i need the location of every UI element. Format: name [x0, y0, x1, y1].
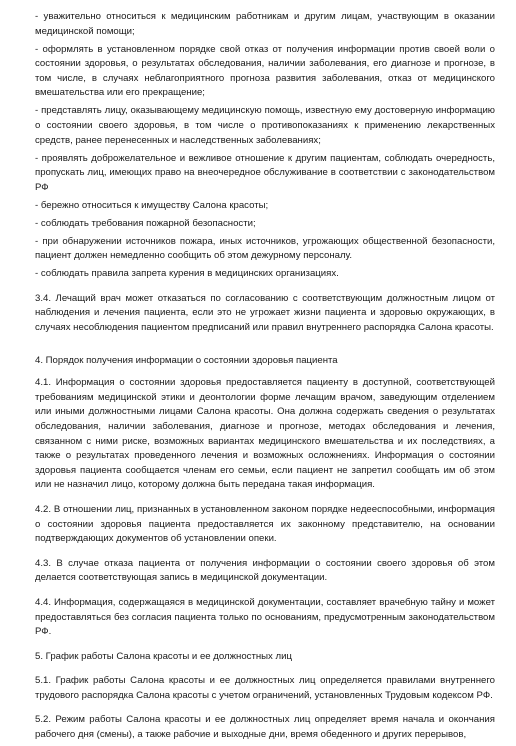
section-heading-4: 4. Порядок получения информации о состоянии здоровья пациента	[35, 354, 338, 366]
document-page	[35, 10, 495, 746]
paragraph-4-3: 4.3. В случае отказа пациента от получения информации о состоянии своего здоровья об этом делается соответствующая запись в медицинской документации.	[35, 557, 495, 584]
paragraph-courtesy-patients: - проявлять доброжелательное и вежливое отношение к другим пациентам, соблюдать очередность, пропускать лиц, имеющих право на внеочередное обслуживание в соответствии с законодательством РФ	[35, 152, 495, 193]
paragraph-4-2: 4.2. В отношении лиц, признанных в установленном законом порядке недееспособными, информация о состоянии здоровья пациента предоставляется их законному представителю, на основании подтверждающих документов об установлении опеки.	[35, 503, 495, 545]
paragraph-no-smoking: - соблюдать правила запрета курения в медицинских организациях.	[35, 268, 339, 280]
paragraph-5-1: 5.1. График работы Салона красоты и ее должностных лиц определяется правилами внутреннего трудового распорядка Салона красоты с учетом ограничений, установленных Трудовым кодексом РФ.	[35, 675, 495, 701]
paragraph-4-1: 4.1. Информация о состоянии здоровья предоставляется пациенту в доступной, соответствующей требованиям медицинской этики и деонтологии форме лечащим врачом, заведующим отделением или иными должностными лицами Салона красоты. Она должна содержать сведения о результатах обследования, наличии заболевания, диагнозе и прогнозе, методах обследования и лечения, связанном с ними риске, возможных вариантах медицинского вмешательства и их последствиях, а также о результатах проведенного лечения и возможных осложнениях. Информация о состоянии здоровья пациента сообщается членам его семьи, если пациент не запретил сообщать им об этом или не назначил лицо, которому должна быть передана такая информация.	[35, 377, 495, 491]
paragraph-property-care: - бережно относиться к имуществу Салона красоты;	[35, 199, 269, 211]
paragraph-fire-report: - при обнаружении источников пожара, иных источников, угрожающих общественной безопасности, пациент должен немедленно сообщить об этом дежурному персоналу.	[35, 235, 495, 262]
paragraph-fire-safety: - соблюдать требования пожарной безопасности;	[35, 217, 256, 229]
paragraph-5-2: 5.2. Режим работы Салона красоты и ее должностных лиц определяет время начала и окончания рабочего дня (смены), а также рабочие и выходные дни, время обеденного и других перерывов,	[35, 714, 495, 741]
paragraph-4-4: 4.4. Информация, содержащаяся в медицинской документации, составляет врачебную тайну и может предоставляться без согласия пациента только по основаниям, предусмотренным законодательством РФ.	[35, 596, 495, 638]
paragraph-3-4: 3.4. Лечащий врач может отказаться по согласованию с соответствующим должностным лицом от наблюдения и лечения пациента, если это не угрожает жизни пациента и здоровью окружающих, в случаях несоблюдения пациентом предписаний или правил внутреннего распорядка Салона красоты.	[35, 292, 495, 334]
paragraph-refusal-information: - оформлять в установленном порядке свой отказ от получения информации против своей воли о состоянии здоровья, о результатах обследования, наличии заболевания, его диагнозе и прогнозе, в том числе, в случаях неблагоприятного прогноза развития заболевания, отказ от медицинского вмешательства или его прекращение;	[35, 43, 495, 99]
paragraph-respect-staff: - уважительно относиться к медицинским работникам и другим лицам, участвующим в оказании медицинской помощи;	[35, 11, 495, 37]
section-heading-5: 5. График работы Салона красоты и ее должностных лиц	[35, 650, 292, 662]
paragraph-provide-health-info: - представлять лицу, оказывающему медицинскую помощь, известную ему достоверную информацию о состоянии своего здоровья, в том числе о противопоказаниях к применению лекарственных средств, ранее перенесенных и наследственных заболеваниях;	[35, 105, 495, 146]
